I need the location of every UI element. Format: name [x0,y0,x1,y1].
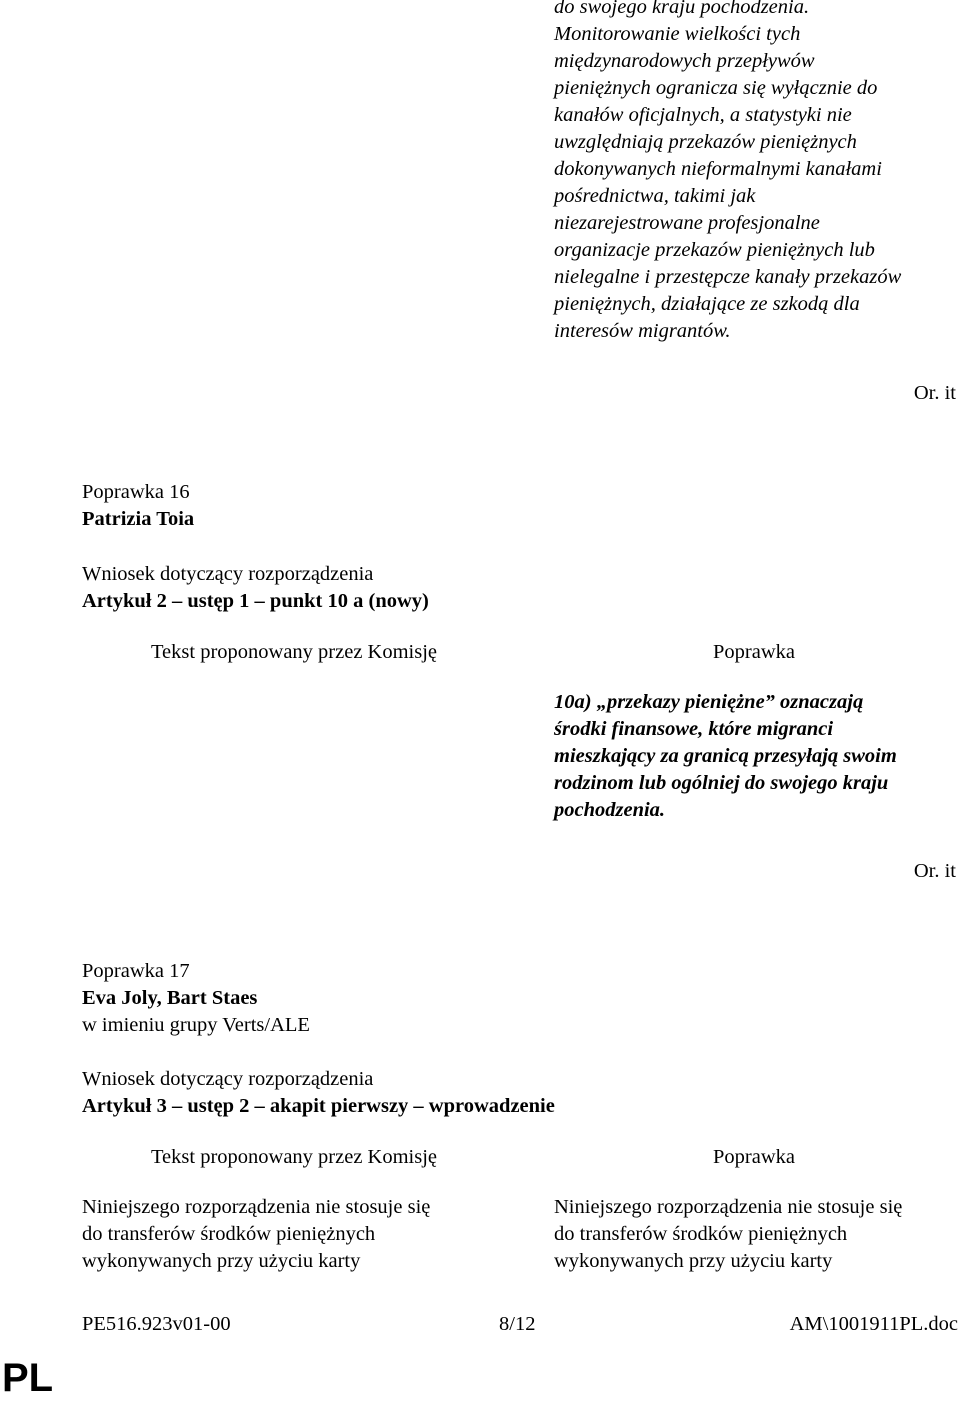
political-group: w imieniu grupy Verts/ALE [82,1014,310,1036]
text-line: niezarejestrowane profesjonalne [554,212,820,234]
text-line: do swojego kraju pochodzenia. [554,0,810,18]
text-line: Monitorowanie wielkości tych [554,23,801,45]
text-line: rodzinom lub ogólniej do swojego kraju [554,772,889,794]
text-line: pośrednictwa, takimi jak [554,185,756,207]
text-line: 10a) „przekazy pieniężne” oznaczają [554,691,864,713]
amendment-title: Poprawka 17 [82,960,190,982]
text-line: pieniężnych ogranicza się wyłącznie do [554,77,878,99]
text-line: Niniejszego rozporządzenia nie stosuje się [554,1196,903,1218]
origin-language: Or. it [913,382,956,404]
amendment-title: Poprawka 16 [82,481,190,503]
article-reference: Artykuł 2 – ustęp 1 – punkt 10 a (nowy) [82,590,429,612]
text-line: pieniężnych, działające ze szkodą dla [554,293,860,315]
footer-page-number: 8/12 [499,1313,536,1335]
text-line: mieszkający za granicą przesyłają swoim [554,745,897,767]
footer-file-name: AM\1001911PL.doc [789,1313,958,1335]
proposal-label: Wniosek dotyczący rozporządzenia [82,563,374,585]
amendment-author: Eva Joly, Bart Staes [82,987,258,1009]
origin-language: Or. it [913,860,956,882]
text-line: do transferów środków pieniężnych [554,1223,848,1245]
commission-text [82,1194,430,1275]
text-line: dokonywanych nieformalnymi kanałami [554,158,882,180]
text-line: organizacje przekazów pieniężnych lub [554,239,875,261]
text-line: wykonywanych przy użyciu karty [554,1250,833,1272]
text-line: interesów migrantów. [554,320,731,342]
text-line: wykonywanych przy użyciu karty [82,1250,361,1272]
column-header-amendment: Poprawka [713,641,795,663]
text-line: środki finansowe, które migranci [554,718,834,740]
text-line: Niniejszego rozporządzenia nie stosuje się [82,1196,431,1218]
continuation-text [554,0,901,345]
column-header-commission: Tekst proponowany przez Komisję [150,641,438,663]
amendment-author: Patrizia Toia [82,508,195,530]
text-line: pochodzenia. [554,799,666,821]
text-line: nielegalne i przestępcze kanały przekazów [554,266,902,288]
footer-doc-ref: PE516.923v01-00 [82,1313,231,1335]
text-line: do transferów środków pieniężnych [82,1223,376,1245]
amendment-text [554,689,897,824]
language-code: PL [2,1356,54,1400]
article-reference: Artykuł 3 – ustęp 2 – akapit pierwszy – wprowadzenie [82,1095,555,1117]
text-line: międzynarodowych przepływów [554,50,815,72]
column-header-amendment: Poprawka [713,1146,795,1168]
proposal-label: Wniosek dotyczący rozporządzenia [82,1068,374,1090]
column-header-commission: Tekst proponowany przez Komisję [150,1146,438,1168]
text-line: uwzględniają przekazów pieniężnych [554,131,857,153]
amendment-text [554,1194,902,1275]
text-line: kanałów oficjalnych, a statystyki nie [554,104,852,126]
